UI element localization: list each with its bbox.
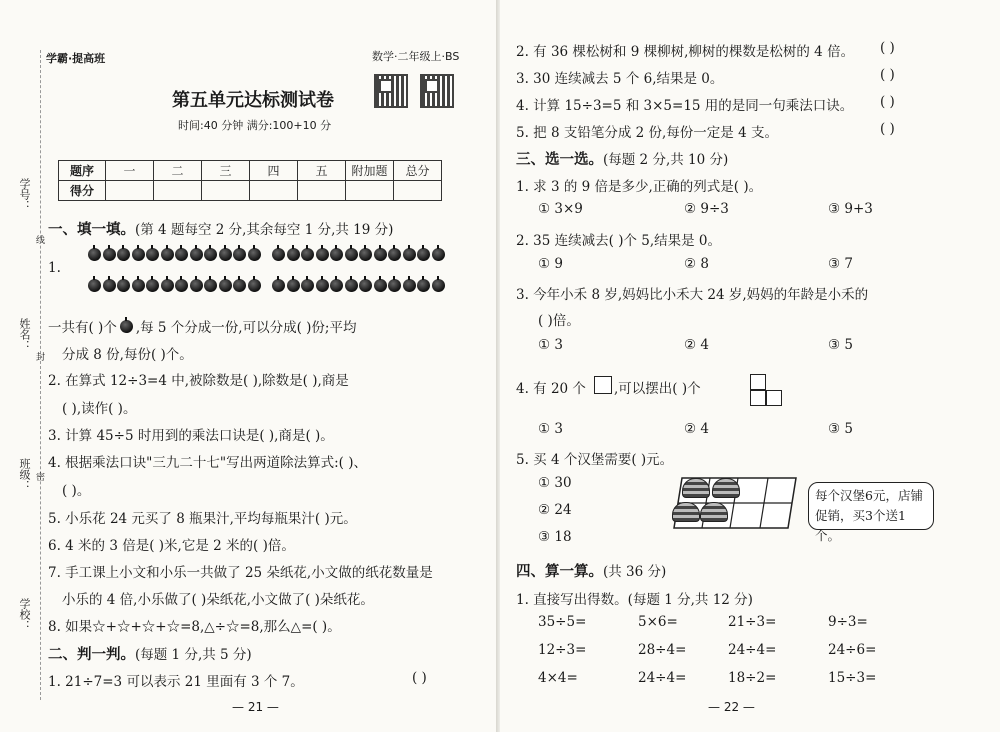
fruit-icon bbox=[272, 279, 285, 292]
fruit-icon bbox=[190, 279, 203, 292]
calc-item: 28÷4= bbox=[638, 642, 687, 658]
fruit-icon bbox=[117, 248, 130, 261]
burger-icon bbox=[682, 478, 710, 498]
fruit-icon bbox=[388, 279, 401, 292]
class-label: 班级： bbox=[18, 458, 31, 491]
section-3-title: 三、选一选。(每题 2 分,共 10 分) bbox=[516, 151, 729, 168]
choice-4-text-a: 4. 有 20 个 bbox=[516, 381, 586, 397]
choice-2-option-c[interactable]: ③ 7 bbox=[828, 256, 853, 272]
fruit-icon bbox=[374, 279, 387, 292]
fruit-icon bbox=[287, 279, 300, 292]
brand-label: 学霸·提高班 bbox=[46, 52, 106, 65]
choice-2: 2. 35 连续减去( )个 5,结果是 0。 bbox=[516, 233, 722, 249]
fruit-icon bbox=[403, 279, 416, 292]
fruit-icon bbox=[175, 248, 188, 261]
fruit-icon bbox=[316, 279, 329, 292]
seal-char: 封 bbox=[34, 352, 44, 361]
subject-label: 数学·二年级上·BS bbox=[372, 50, 460, 63]
score-cell[interactable] bbox=[202, 181, 250, 201]
calc-intro: 1. 直接写出得数。(每题 1 分,共 12 分) bbox=[516, 592, 753, 608]
judge-2-answer[interactable]: ( ) bbox=[880, 40, 895, 56]
fruit-icon bbox=[330, 248, 343, 261]
score-cell[interactable] bbox=[346, 181, 394, 201]
choice-3-option-b[interactable]: ② 4 bbox=[684, 337, 709, 353]
score-header-cell: 题序 bbox=[59, 161, 106, 181]
fruit-icon bbox=[316, 248, 329, 261]
time-info: 时间:40 分钟 满分:100+10 分 bbox=[178, 119, 332, 132]
score-row-label: 得分 bbox=[59, 181, 106, 201]
score-header-cell: 附加题 bbox=[346, 161, 394, 181]
fruit-icon bbox=[359, 248, 372, 261]
choice-2-option-a[interactable]: ① 9 bbox=[538, 256, 563, 272]
judge-5: 5. 把 8 支铅笔分成 2 份,每份一定是 4 支。 bbox=[516, 125, 778, 141]
choice-4-option-a[interactable]: ① 3 bbox=[538, 421, 563, 437]
section-1-title: 一、填一填。(第 4 题每空 2 分,其余每空 1 分,共 19 分) bbox=[48, 221, 394, 238]
score-cell[interactable] bbox=[106, 181, 154, 201]
judge-4: 4. 计算 15÷3=5 和 3×5=15 用的是同一句乘法口诀。 bbox=[516, 98, 854, 114]
burger-icon bbox=[700, 502, 728, 522]
page-number-left: — 21 — bbox=[232, 700, 279, 714]
choice-5: 5. 买 4 个汉堡需要( )元。 bbox=[516, 452, 674, 468]
question-1-number: 1. bbox=[48, 260, 61, 276]
fruit-icon bbox=[301, 279, 314, 292]
judge-4-answer[interactable]: ( ) bbox=[880, 94, 895, 110]
question-4-line-1: 4. 根据乘法口诀"三九二十七"写出两道除法算式:( )、 bbox=[48, 455, 367, 471]
score-header-cell: 一 bbox=[106, 161, 154, 181]
calc-item: 35÷5= bbox=[538, 614, 587, 630]
promo-speech-bubble: 每个汉堡6元，店铺促销，买3个送1个。 bbox=[808, 482, 934, 530]
fruit-icon bbox=[301, 248, 314, 261]
question-7-line-2: 小乐的 4 倍,小乐做了( )朵纸花,小文做了( )朵纸花。 bbox=[62, 592, 374, 608]
question-4-line-2: ( )。 bbox=[62, 483, 91, 499]
fruit-icon bbox=[146, 279, 159, 292]
judge-3-answer[interactable]: ( ) bbox=[880, 67, 895, 83]
choice-2-option-b[interactable]: ② 8 bbox=[684, 256, 709, 272]
burger-icon bbox=[672, 502, 700, 522]
choice-3-line-2: ( )倍。 bbox=[538, 313, 580, 329]
question-2-line-1: 2. 在算式 12÷3=4 中,被除数是( ),除数是( ),商是 bbox=[48, 373, 349, 389]
fruit-icon bbox=[345, 248, 358, 261]
stacked-cubes-icon bbox=[750, 390, 766, 406]
choice-1-option-b[interactable]: ② 9÷3 bbox=[684, 201, 729, 217]
calc-item: 5×6= bbox=[638, 614, 678, 630]
fruit-icon bbox=[190, 248, 203, 261]
fruit-icon bbox=[175, 279, 188, 292]
school-label: 学校： bbox=[18, 598, 31, 631]
calc-item: 15÷3= bbox=[828, 670, 877, 686]
score-table bbox=[58, 160, 442, 201]
score-header-cell: 四 bbox=[250, 161, 298, 181]
fruit-icon bbox=[233, 248, 246, 261]
question-7-line-1: 7. 手工课上小文和小乐一共做了 25 朵纸花,小文做的纸花数量是 bbox=[48, 565, 433, 581]
calc-item: 24÷6= bbox=[828, 642, 877, 658]
fruit-icon bbox=[432, 279, 445, 292]
page-number-right: — 22 — bbox=[708, 700, 755, 714]
judge-5-answer[interactable]: ( ) bbox=[880, 121, 895, 137]
fruit-icon bbox=[248, 279, 261, 292]
name-label: 姓名： bbox=[18, 318, 31, 351]
fruit-icon bbox=[330, 279, 343, 292]
question-1-line-1: 一共有( )个 ,每 5 个分成一份,可以分成( )份;平均 bbox=[48, 320, 357, 336]
fruit-icon bbox=[417, 248, 430, 261]
fruit-icon bbox=[132, 279, 145, 292]
burger-icon bbox=[712, 478, 740, 498]
fruit-icon bbox=[219, 248, 232, 261]
stacked-cubes-icon bbox=[750, 374, 766, 390]
fruit-icon bbox=[204, 279, 217, 292]
page-title: 第五单元达标测试卷 bbox=[172, 90, 334, 111]
judge-2: 2. 有 36 棵松树和 9 棵柳树,柳树的棵数是松树的 4 倍。 bbox=[516, 44, 855, 60]
calc-item: 18÷2= bbox=[728, 670, 777, 686]
fruit-icon bbox=[103, 279, 116, 292]
choice-1: 1. 求 3 的 9 倍是多少,正确的列式是( )。 bbox=[516, 179, 763, 195]
right-page bbox=[500, 0, 1000, 732]
score-header-cell: 二 bbox=[154, 161, 202, 181]
score-header-cell: 三 bbox=[202, 161, 250, 181]
fruit-icon bbox=[248, 248, 261, 261]
left-page bbox=[0, 0, 496, 732]
qr-code-1 bbox=[374, 74, 408, 108]
question-3: 3. 计算 45÷5 时用到的乘法口诀是( ),商是( )。 bbox=[48, 428, 334, 444]
fruit-icon bbox=[233, 279, 246, 292]
calc-item: 9÷3= bbox=[828, 614, 868, 630]
choice-4-option-c[interactable]: ③ 5 bbox=[828, 421, 853, 437]
fruit-icon bbox=[103, 248, 116, 261]
fruit-icon bbox=[272, 248, 285, 261]
fruit-icon bbox=[374, 248, 387, 261]
qr-code-2 bbox=[420, 74, 454, 108]
fruit-icon bbox=[388, 248, 401, 261]
calc-item: 21÷3= bbox=[728, 614, 777, 630]
binding-dashed-line bbox=[40, 50, 41, 700]
section-4-title: 四、算一算。(共 36 分) bbox=[516, 563, 667, 580]
fruit-group-row-2 bbox=[88, 279, 445, 292]
choice-3-line-1: 3. 今年小禾 8 岁,妈妈比小禾大 24 岁,妈妈的年龄是小禾的 bbox=[516, 287, 869, 303]
fruit-icon bbox=[204, 248, 217, 261]
choice-3-option-c[interactable]: ③ 5 bbox=[828, 337, 853, 353]
score-cell[interactable] bbox=[154, 181, 202, 201]
judge-1: 1. 21÷7=3 可以表示 21 里面有 3 个 7。 bbox=[48, 674, 304, 690]
choice-5-option-b[interactable]: ② 24 bbox=[538, 502, 572, 518]
choice-3-option-a[interactable]: ① 3 bbox=[538, 337, 563, 353]
score-cell[interactable] bbox=[298, 181, 346, 201]
cube-icon bbox=[594, 376, 612, 394]
calc-item: 12÷3= bbox=[538, 642, 587, 658]
question-2-line-2: ( ),读作( )。 bbox=[62, 401, 137, 417]
fruit-icon bbox=[417, 279, 430, 292]
choice-1-option-c[interactable]: ③ 9+3 bbox=[828, 201, 873, 217]
seal-line-char: 线 bbox=[34, 235, 44, 244]
question-1-line-2: 分成 8 份,每份( )个。 bbox=[62, 347, 193, 363]
fruit-icon bbox=[403, 248, 416, 261]
question-5: 5. 小乐花 24 元买了 8 瓶果汁,平均每瓶果汁( )元。 bbox=[48, 511, 357, 527]
fruit-icon bbox=[132, 248, 145, 261]
choice-5-option-a[interactable]: ① 30 bbox=[538, 475, 572, 491]
choice-4-text-b: ,可以摆出( )个 bbox=[614, 381, 701, 397]
fruit-icon bbox=[287, 248, 300, 261]
section-2-title: 二、判一判。(每题 1 分,共 5 分) bbox=[48, 646, 252, 663]
fruit-group-row-1 bbox=[88, 248, 445, 261]
fruit-icon bbox=[161, 248, 174, 261]
choice-5-option-c[interactable]: ③ 18 bbox=[538, 529, 572, 545]
fruit-icon bbox=[117, 279, 130, 292]
fruit-icon bbox=[345, 279, 358, 292]
stacked-cubes-icon bbox=[766, 390, 782, 406]
fruit-icon bbox=[88, 248, 101, 261]
choice-4-option-b[interactable]: ② 4 bbox=[684, 421, 709, 437]
calc-item: 4×4= bbox=[538, 670, 578, 686]
score-header-cell: 总分 bbox=[394, 161, 442, 181]
fruit-icon bbox=[146, 248, 159, 261]
fruit-icon bbox=[432, 248, 445, 261]
calc-item: 24÷4= bbox=[728, 642, 777, 658]
calc-item: 24÷4= bbox=[638, 670, 687, 686]
student-number-label: 学号： bbox=[18, 178, 31, 211]
score-cell[interactable] bbox=[394, 181, 442, 201]
fruit-icon bbox=[88, 279, 101, 292]
judge-3: 3. 30 连续减去 5 个 6,结果是 0。 bbox=[516, 71, 724, 87]
fruit-icon bbox=[359, 279, 372, 292]
score-cell[interactable] bbox=[250, 181, 298, 201]
judge-1-answer[interactable]: ( ) bbox=[412, 670, 427, 686]
question-6: 6. 4 米的 3 倍是( )米,它是 2 米的( )倍。 bbox=[48, 538, 295, 554]
secret-char: 密 bbox=[34, 472, 44, 481]
fruit-icon bbox=[120, 320, 133, 333]
question-8: 8. 如果☆+☆+☆+☆=8,△÷☆=8,那么△=( )。 bbox=[48, 619, 341, 635]
fruit-icon bbox=[161, 279, 174, 292]
choice-1-option-a[interactable]: ① 3×9 bbox=[538, 201, 583, 217]
fruit-icon bbox=[219, 279, 232, 292]
score-header-cell: 五 bbox=[298, 161, 346, 181]
